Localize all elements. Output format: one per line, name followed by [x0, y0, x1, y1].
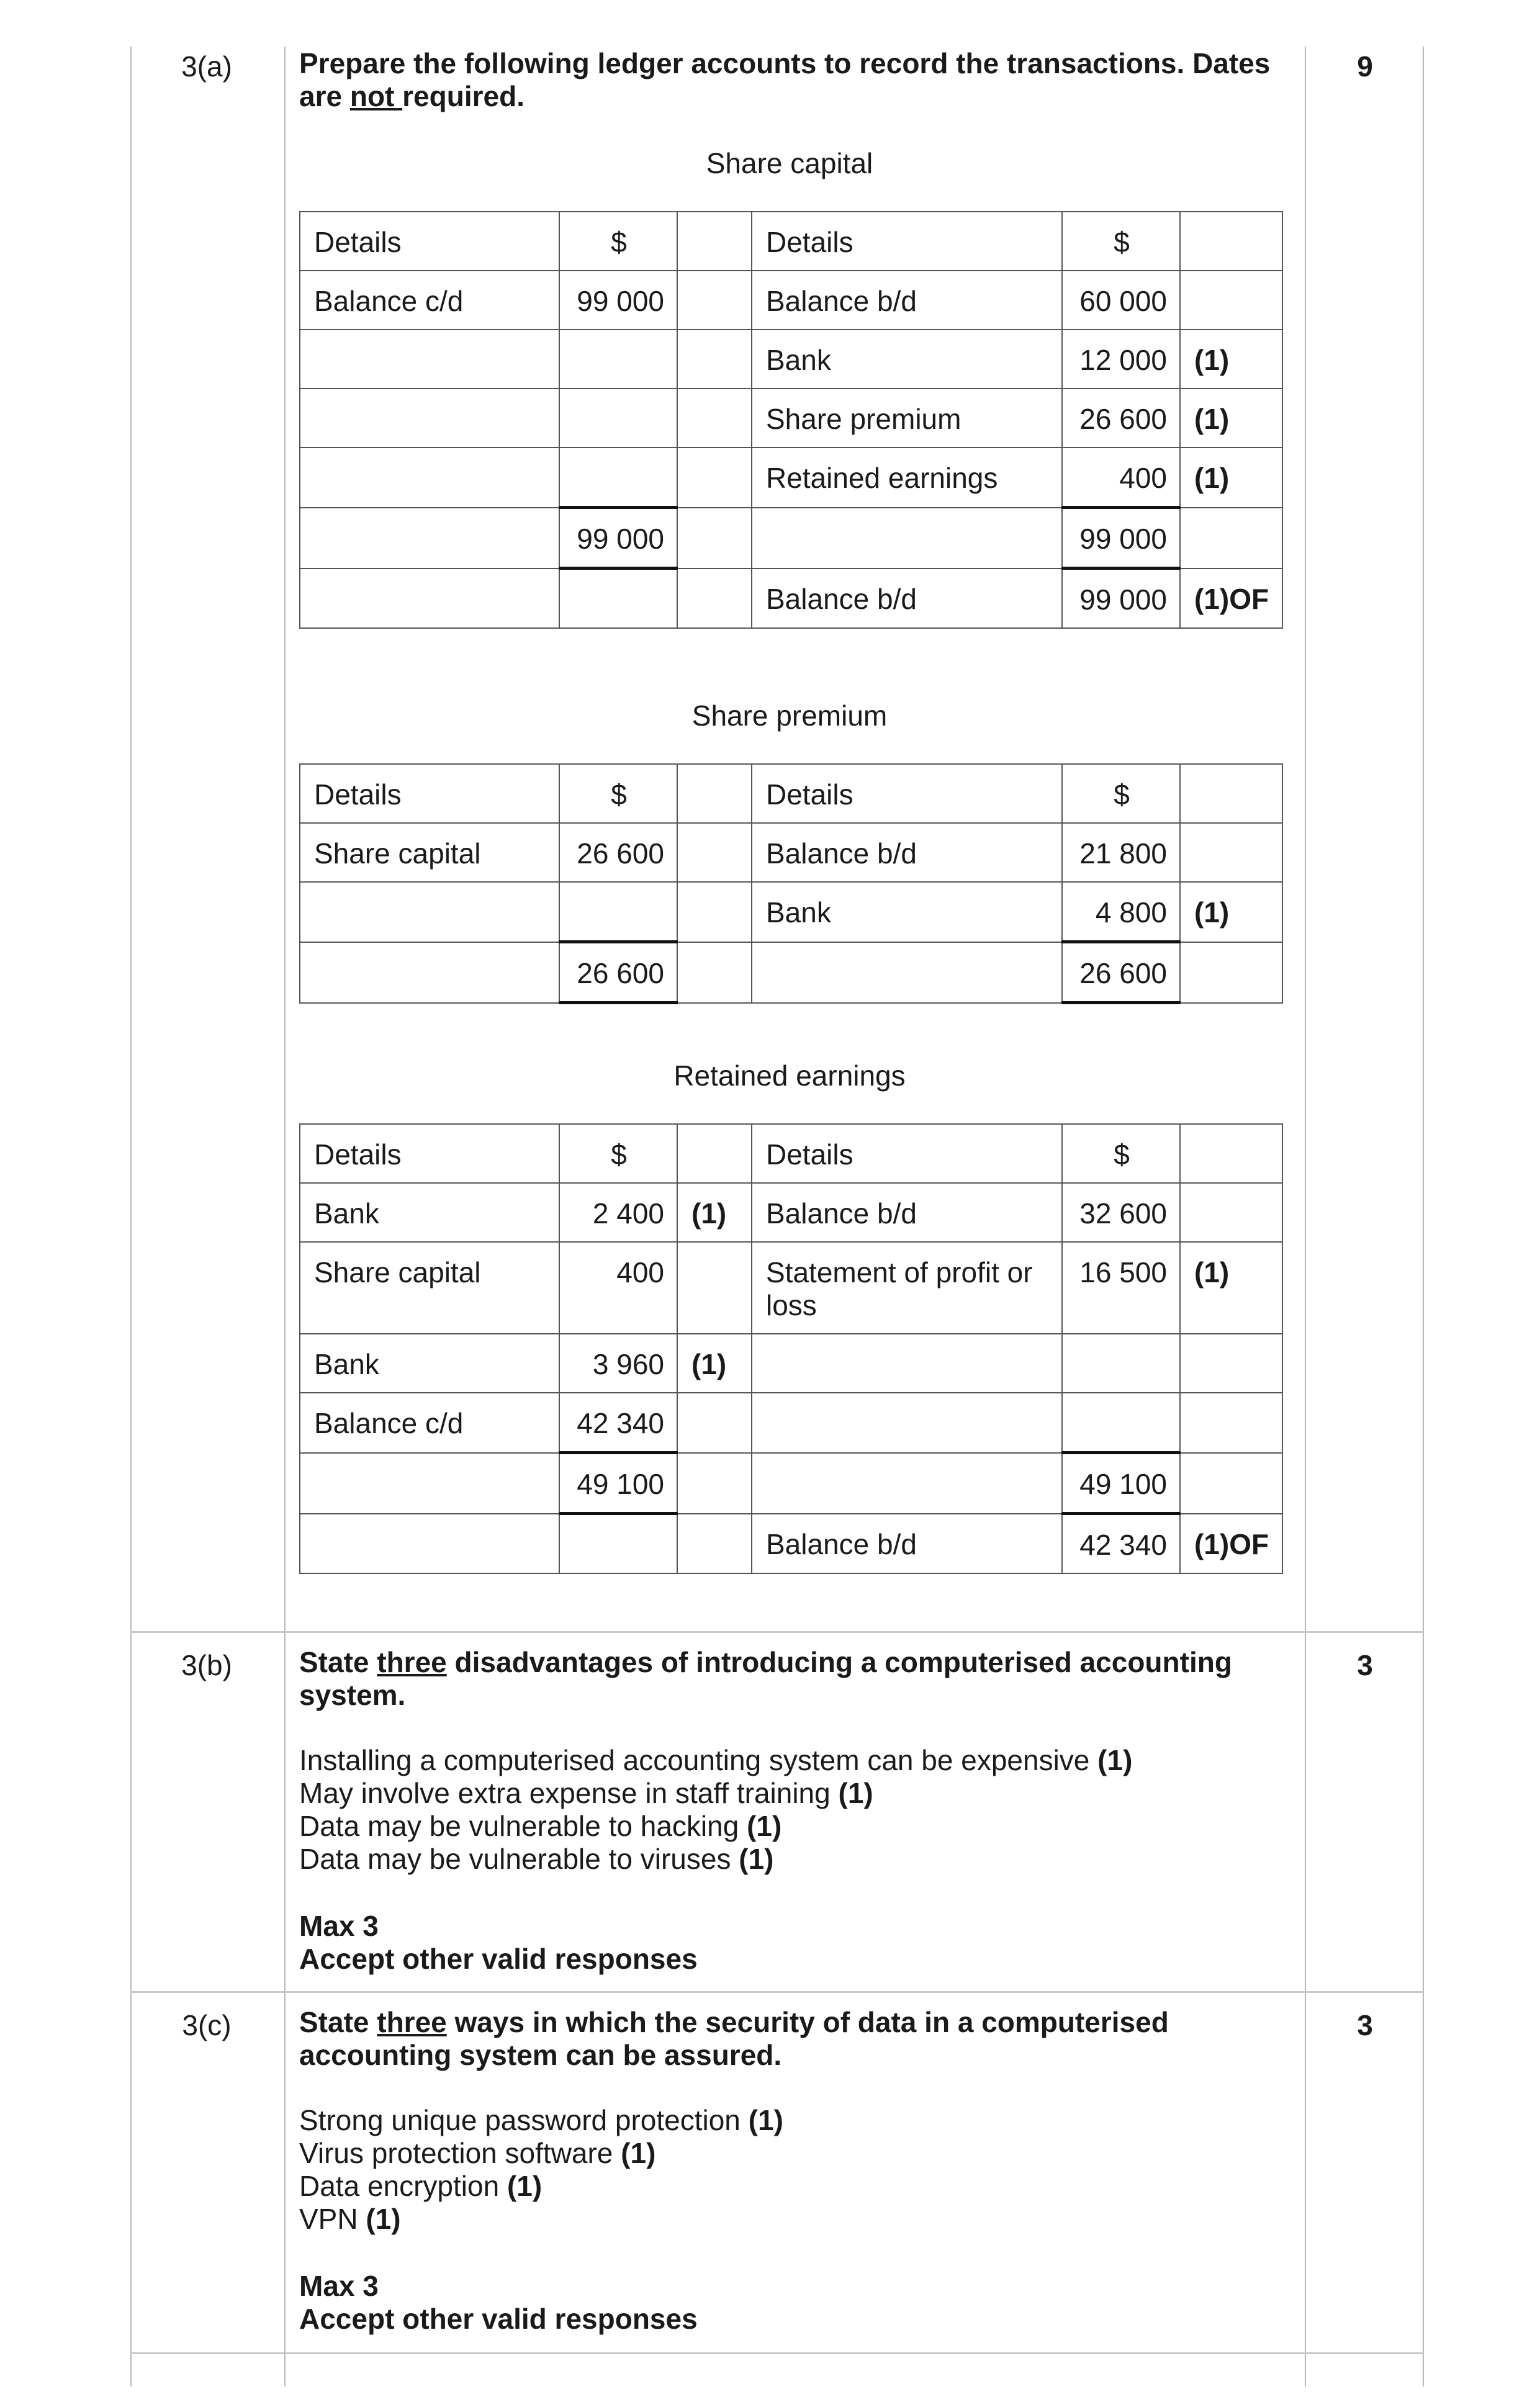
- answer-item: Virus protection software (1): [299, 2137, 656, 2169]
- header-details: Details: [752, 764, 1062, 823]
- credit-details: Balance b/d: [752, 1514, 1062, 1574]
- answer-item: Data encryption (1): [299, 2170, 543, 2202]
- question-number-3b: 3(b): [181, 1649, 232, 1681]
- header-dollar: $: [1062, 764, 1180, 823]
- debit-details: [300, 882, 559, 942]
- debit-amount: [559, 569, 677, 629]
- header-dollar: $: [1062, 212, 1180, 271]
- debit-mark: [677, 1453, 752, 1514]
- credit-mark: (1): [1180, 447, 1282, 508]
- credit-mark: [1180, 1393, 1282, 1453]
- debit-details: [300, 942, 559, 1003]
- max-marks: Max 3: [299, 2270, 379, 2302]
- debit-amount: 99 000: [559, 271, 677, 330]
- credit-details: Balance b/d: [752, 823, 1062, 882]
- ledger-row: [300, 1514, 1282, 1574]
- credit-amount: 400: [1062, 447, 1180, 508]
- credit-details: Statement of profit or loss: [752, 1242, 1062, 1334]
- debit-mark: [677, 569, 752, 629]
- ledger-share-premium: [299, 763, 1283, 1004]
- credit-details: [752, 1453, 1062, 1514]
- header-details: Details: [300, 212, 559, 271]
- debit-amount: [559, 882, 677, 942]
- credit-details: Share premium: [752, 389, 1062, 447]
- debit-amount: [559, 1514, 677, 1574]
- answer-list-3c: [299, 2104, 1286, 2236]
- debit-total: 99 000: [559, 508, 677, 569]
- debit-mark: [677, 508, 752, 569]
- ledger-title-retained-earnings: Retained earnings: [673, 1059, 906, 1092]
- answer-item: VPN (1): [299, 2203, 401, 2235]
- marks-3b: 3: [1357, 1649, 1373, 1681]
- header-dollar: $: [559, 1124, 677, 1183]
- credit-total: 49 100: [1062, 1453, 1180, 1514]
- credit-details: [752, 508, 1062, 569]
- credit-details: Balance b/d: [752, 1183, 1062, 1242]
- credit-mark: (1): [1180, 389, 1282, 447]
- answer-item: Installing a computerised accounting system can be expensive (1): [299, 1744, 1133, 1776]
- credit-details: Balance b/d: [752, 569, 1062, 629]
- debit-amount: [559, 389, 677, 447]
- debit-mark: [677, 1514, 752, 1574]
- credit-mark: [1180, 1334, 1282, 1393]
- debit-details: [300, 330, 559, 389]
- header-details: Details: [300, 764, 559, 823]
- ledger-header-row: [300, 1124, 1282, 1183]
- debit-details: Bank: [300, 1183, 559, 1242]
- credit-mark: (1)OF: [1180, 1514, 1282, 1574]
- answer-item: May involve extra expense in staff training (1): [299, 1777, 873, 1809]
- debit-mark: (1): [677, 1334, 752, 1393]
- credit-mark: [1180, 271, 1282, 330]
- accept-note: Accept other valid responses: [299, 1943, 698, 1975]
- credit-amount: [1062, 1393, 1180, 1453]
- credit-details: Retained earnings: [752, 447, 1062, 508]
- max-note-3c: [299, 2270, 698, 2336]
- debit-mark: [677, 330, 752, 389]
- credit-details: [752, 1334, 1062, 1393]
- debit-details: [300, 508, 559, 569]
- credit-amount: [1062, 1334, 1180, 1393]
- credit-amount: 99 000: [1062, 569, 1180, 629]
- ledger-header-row: [300, 212, 1282, 271]
- row-divider-bottom: [130, 2352, 1424, 2354]
- ledger-row: [300, 1334, 1282, 1393]
- debit-details: [300, 1514, 559, 1574]
- credit-details: Bank: [752, 882, 1062, 942]
- max-note-3b: [299, 1910, 698, 1976]
- credit-total: 26 600: [1062, 942, 1180, 1003]
- debit-details: [300, 1453, 559, 1514]
- debit-details: Bank: [300, 1334, 559, 1393]
- header-mark: [1180, 212, 1282, 271]
- ledger-row: [300, 271, 1282, 330]
- question-prompt-3c: State three ways in which the security of data in a computerised accounting system can be assured.: [299, 2006, 1169, 2071]
- ledger-row: [300, 1183, 1282, 1242]
- marks-3a: 9: [1357, 50, 1373, 83]
- ledger-row: [300, 569, 1282, 629]
- credit-details: [752, 942, 1062, 1003]
- ledger-header-row: [300, 764, 1282, 823]
- header-mark: [677, 212, 752, 271]
- ledger-row: [300, 1393, 1282, 1453]
- credit-amount: 60 000: [1062, 271, 1180, 330]
- credit-amount: 42 340: [1062, 1514, 1180, 1574]
- header-dollar: $: [559, 212, 677, 271]
- credit-amount: 4 800: [1062, 882, 1180, 942]
- ledger-row: [300, 447, 1282, 508]
- credit-details: [752, 1393, 1062, 1453]
- credit-total: 99 000: [1062, 508, 1180, 569]
- credit-mark: [1180, 1183, 1282, 1242]
- answer-item: Data may be vulnerable to viruses (1): [299, 1843, 774, 1875]
- answer-list-3b: [299, 1744, 1286, 1876]
- debit-details: Balance c/d: [300, 1393, 559, 1453]
- accept-note: Accept other valid responses: [299, 2303, 698, 2335]
- debit-details: [300, 389, 559, 447]
- ledger-title-share-premium: Share premium: [691, 699, 888, 732]
- ledger-total-row: [300, 508, 1282, 569]
- credit-amount: 21 800: [1062, 823, 1180, 882]
- ledger-row: [300, 882, 1282, 942]
- credit-amount: 16 500: [1062, 1242, 1180, 1334]
- debit-amount: 2 400: [559, 1183, 677, 1242]
- marks-3c: 3: [1357, 2009, 1373, 2041]
- header-mark: [1180, 764, 1282, 823]
- debit-amount: [559, 447, 677, 508]
- ledger-row: [300, 823, 1282, 882]
- debit-mark: (1): [677, 1183, 752, 1242]
- debit-amount: 42 340: [559, 1393, 677, 1453]
- max-marks: Max 3: [299, 1910, 379, 1942]
- debit-details: Balance c/d: [300, 271, 559, 330]
- header-details: Details: [300, 1124, 559, 1183]
- credit-mark: [1180, 823, 1282, 882]
- debit-amount: 3 960: [559, 1334, 677, 1393]
- answer-item: Strong unique password protection (1): [299, 2104, 783, 2136]
- header-dollar: $: [559, 764, 677, 823]
- debit-amount: 400: [559, 1242, 677, 1334]
- header-dollar: $: [1062, 1124, 1180, 1183]
- credit-mark: (1)OF: [1180, 569, 1282, 629]
- debit-details: [300, 447, 559, 508]
- ledger-row: [300, 389, 1282, 447]
- row-divider-3b: [130, 1631, 1424, 1633]
- header-mark: [677, 1124, 752, 1183]
- answer-item: Data may be vulnerable to hacking (1): [299, 1810, 782, 1842]
- question-prompt-3b: State three disadvantages of introducing a computerised accounting system.: [299, 1646, 1232, 1711]
- debit-mark: [677, 1393, 752, 1453]
- credit-amount: 32 600: [1062, 1183, 1180, 1242]
- debit-details: [300, 569, 559, 629]
- credit-mark: (1): [1180, 1242, 1282, 1334]
- debit-mark: [677, 389, 752, 447]
- debit-details: Share capital: [300, 1242, 559, 1334]
- ledger-retained-earnings: [299, 1123, 1283, 1574]
- debit-mark: [677, 447, 752, 508]
- debit-details: Share capital: [300, 823, 559, 882]
- ledger-total-row: [300, 1453, 1282, 1514]
- header-details: Details: [752, 1124, 1062, 1183]
- ledger-title-share-capital: Share capital: [706, 147, 873, 179]
- debit-mark: [677, 942, 752, 1003]
- debit-total: 26 600: [559, 942, 677, 1003]
- question-number-3c: 3(c): [182, 2009, 232, 2041]
- header-mark: [1180, 1124, 1282, 1183]
- debit-mark: [677, 1242, 752, 1334]
- credit-mark: [1180, 942, 1282, 1003]
- debit-mark: [677, 823, 752, 882]
- credit-amount: 26 600: [1062, 389, 1180, 447]
- credit-mark: [1180, 508, 1282, 569]
- question-number-3a: 3(a): [181, 50, 232, 83]
- ledger-total-row: [300, 942, 1282, 1003]
- header-details: Details: [752, 212, 1062, 271]
- debit-total: 49 100: [559, 1453, 677, 1514]
- credit-mark: (1): [1180, 330, 1282, 389]
- credit-amount: 12 000: [1062, 330, 1180, 389]
- row-divider-3c: [130, 1991, 1424, 1993]
- debit-mark: [677, 271, 752, 330]
- header-mark: [677, 764, 752, 823]
- credit-mark: [1180, 1453, 1282, 1514]
- debit-amount: [559, 330, 677, 389]
- ledger-row: [300, 1242, 1282, 1334]
- grid-line-qnum: [284, 47, 286, 2386]
- ledger-share-capital: [299, 211, 1283, 629]
- credit-details: Balance b/d: [752, 271, 1062, 330]
- debit-amount: 26 600: [559, 823, 677, 882]
- credit-mark: (1): [1180, 882, 1282, 942]
- debit-mark: [677, 882, 752, 942]
- ledger-row: [300, 330, 1282, 389]
- credit-details: Bank: [752, 330, 1062, 389]
- question-prompt-3a: Prepare the following ledger accounts to record the transactions. Dates are not required.: [299, 47, 1271, 112]
